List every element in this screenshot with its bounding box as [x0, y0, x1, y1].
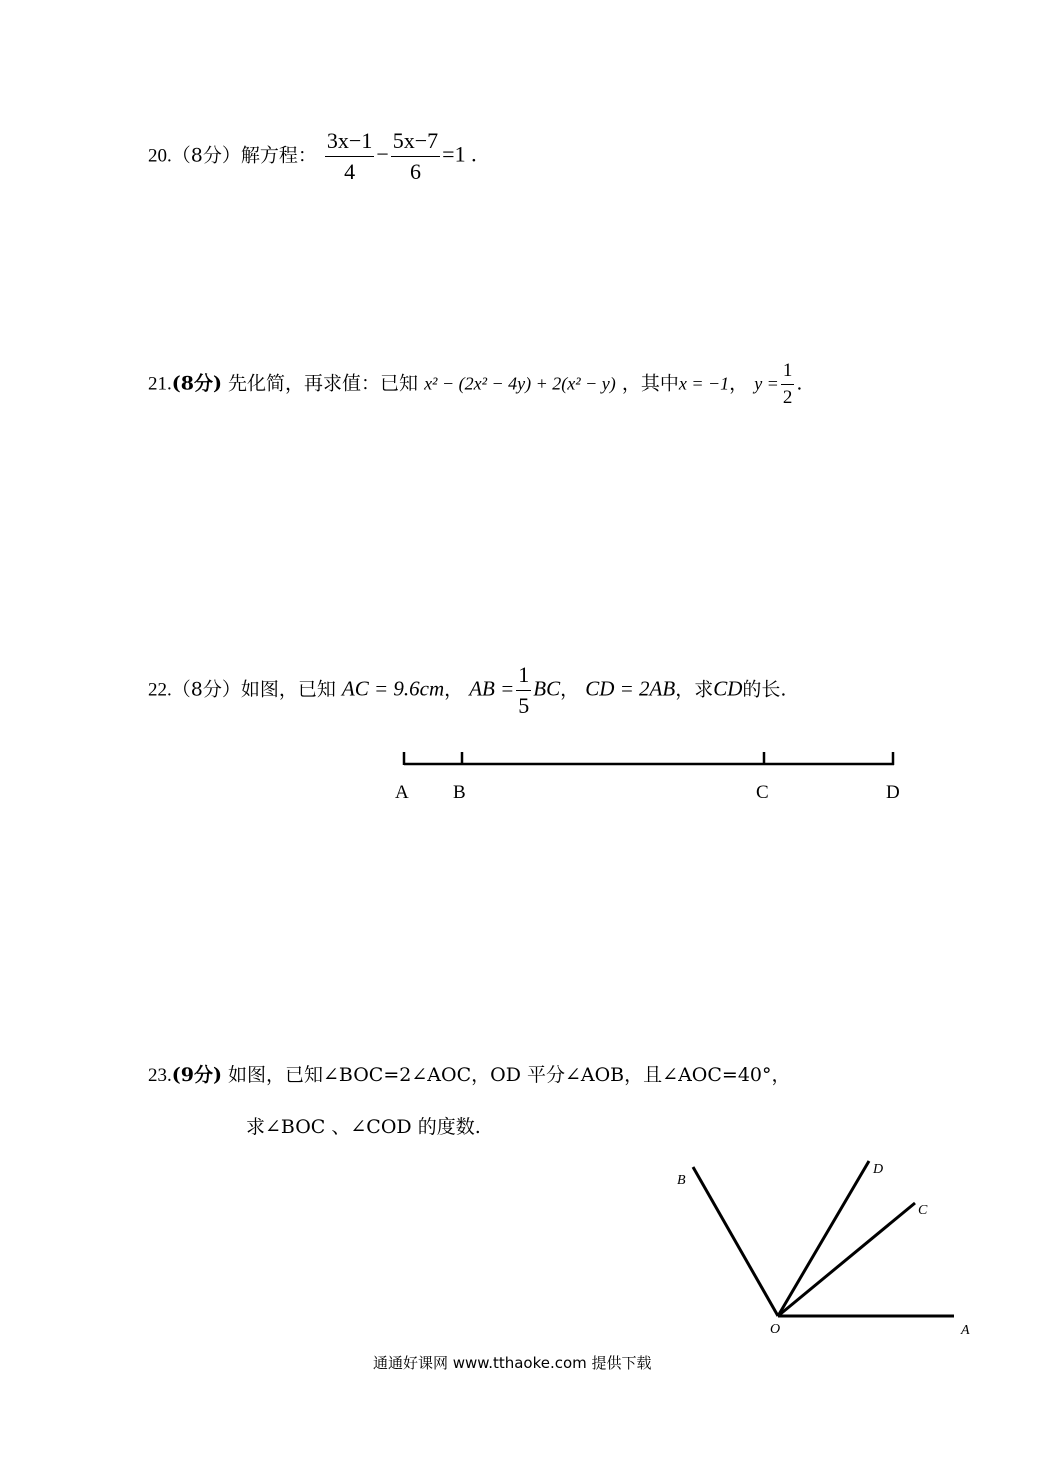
- label-d: D: [886, 782, 900, 803]
- q21-y-fraction: $\frac{1}{2}$: [782, 360, 793, 408]
- q20-number: 20.: [148, 145, 172, 167]
- ray-ob: [693, 1167, 778, 1316]
- q23-points: (9分): [171, 1064, 222, 1086]
- q22-sep1: ，: [444, 678, 464, 701]
- q22-bc: BC: [533, 676, 561, 701]
- label-ray-a: A: [961, 1323, 970, 1338]
- q21-points: (8分): [171, 372, 222, 395]
- label-ray-c: C: [918, 1203, 928, 1218]
- q21-instruction: 先化简，再求值：已知: [228, 372, 419, 395]
- question-23: [148, 1060, 791, 1087]
- q20-points: （8分）: [171, 144, 241, 167]
- segment-diagram: [380, 740, 920, 820]
- q22-text1: 如图，已知: [240, 678, 336, 701]
- q20-instruction: 解方程：: [240, 144, 317, 167]
- q22-text3: 的长.: [742, 678, 787, 701]
- q23-number: 23.: [148, 1065, 172, 1086]
- label-b: B: [453, 782, 466, 803]
- q22-points: （8分）: [171, 678, 241, 701]
- angle-diagram: [660, 1150, 990, 1350]
- q21-expression: x² − (2x² − 4y) + 2(x² − y): [424, 373, 616, 394]
- q22-number: 22.: [148, 679, 172, 701]
- question-21: [148, 360, 802, 409]
- footer-credit: 通通好课网 www.tthaoke.com 提供下载: [373, 1354, 652, 1372]
- q22-ab-lhs: AB =: [469, 676, 515, 701]
- label-ray-b: B: [677, 1173, 686, 1188]
- q22-cd2: CD: [713, 676, 743, 701]
- q21-given-prefix: ，其中: [621, 372, 679, 395]
- q22-text2: ，求: [675, 678, 714, 701]
- q20-fraction-2: $\frac{5x-7}{6}$: [392, 128, 439, 184]
- label-c: C: [756, 782, 769, 803]
- label-ray-o: O: [770, 1322, 781, 1337]
- q20-fraction-1: $\frac{3x-1}{4}$: [326, 128, 373, 184]
- question-20: [148, 128, 477, 185]
- q22-cd: CD = 2AB: [585, 676, 676, 701]
- q23-line2: 求∠BOC 、∠COD 的度数.: [246, 1116, 481, 1138]
- q21-end: .: [796, 372, 803, 395]
- q21-y-lhs: y =: [754, 373, 779, 394]
- q21-x-value: x = −1: [678, 373, 730, 394]
- q22-ac: AC = 9.6cm: [341, 676, 445, 701]
- q21-number: 21.: [148, 373, 172, 395]
- label-ray-d: D: [873, 1162, 884, 1177]
- q21-sep: ，: [729, 372, 749, 395]
- question-22: [148, 662, 786, 719]
- q20-rhs: =1 .: [442, 141, 477, 167]
- ray-oc: [778, 1203, 915, 1316]
- ray-od: [778, 1161, 869, 1316]
- q23-line1: 如图，已知∠BOC=2∠AOC，OD 平分∠AOB，且∠AOC=40°，: [228, 1064, 791, 1086]
- q20-minus: −: [376, 141, 389, 167]
- q22-fraction: $\frac{1}{5}$: [518, 662, 530, 718]
- label-a: A: [395, 782, 409, 803]
- q22-sep2: ，: [560, 678, 580, 701]
